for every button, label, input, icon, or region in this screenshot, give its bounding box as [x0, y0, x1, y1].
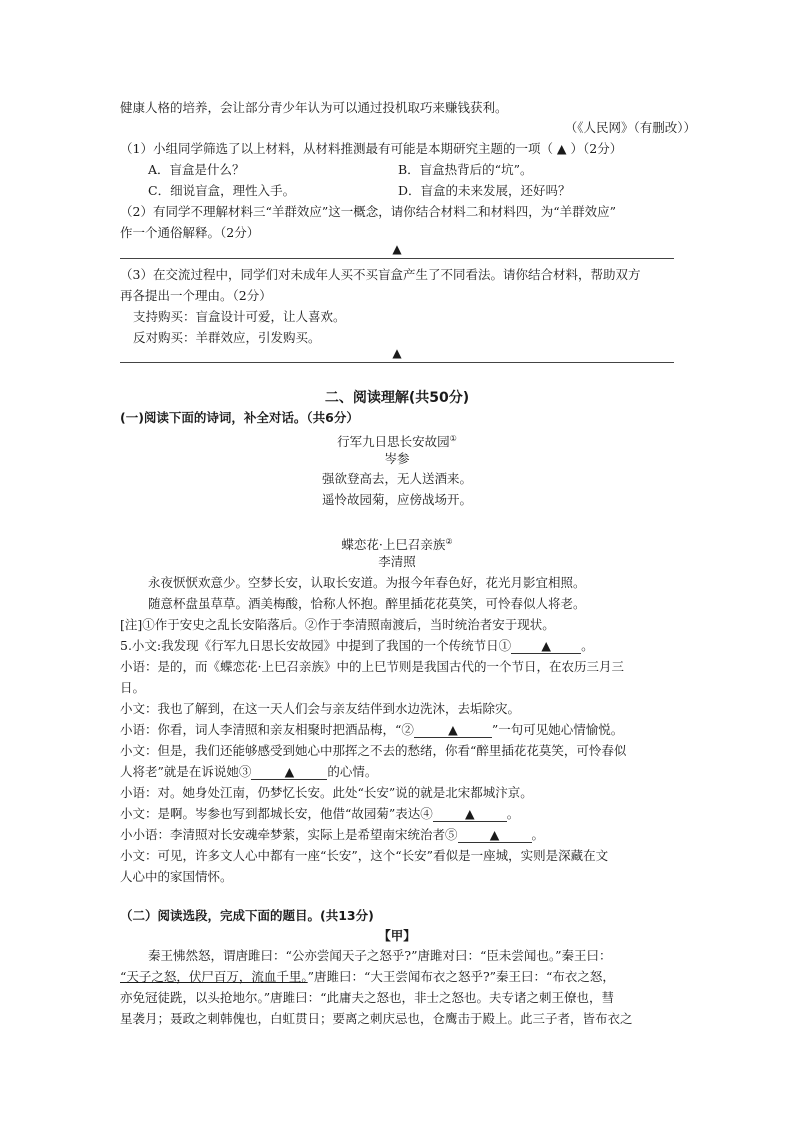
question-1-options-row1 — [0, 161, 794, 179]
dialog-line: 小文：是啊。岑参也写到都城长安，他借“故园菊”表达④ ▲ 。 — [120, 806, 520, 821]
poem-1-line: 遥怜故园菊，应傍战场开。 — [321, 492, 472, 507]
passage-line: “天子之怒，伏尸百万，流血千里。”唐雎曰：“大王尝闻布衣之怒乎?”秦王曰：“布衣之怒， — [120, 969, 615, 984]
answer-blank[interactable]: ▲ — [433, 806, 507, 822]
answer-blank[interactable]: ▲ — [251, 764, 327, 780]
poem-2-line: 随意杯盘虽草草。酒美梅酸，恰称人怀抱。醉里插花花莫笑，可怜春似人将老。 — [148, 596, 586, 611]
poem-1-title: 行军九日思长安故园① — [337, 434, 457, 450]
question-2-stem-cont: 作一个通俗解释。（2分） — [120, 225, 260, 240]
poem-1-author: 岑参 — [384, 451, 410, 466]
support-reason: 支持购买：盲盒设计可爱，让人喜欢。 — [133, 309, 346, 324]
dialog-line: 人心中的家国情怀。 — [120, 869, 233, 884]
option-d: D．盲盒的未来发展，还好吗？ — [398, 183, 571, 198]
dialog-line: 5.小文:我发现《行军九日思长安故园》中提到了我国的一个传统节日① ▲ 。 — [120, 638, 594, 653]
passage-line: 亦免冠徒跣，以头抢地尔。”唐雎曰：“此庸夫之怒也，非士之怒也。夫专诸之刺王僚也，彗 — [120, 990, 615, 1005]
poem-2-line: 永夜恹恹欢意少。空梦长安，认取长安道。为报今年春色好，花光月影宜相照。 — [148, 575, 586, 590]
option-a: A．盲盒是什么？ — [148, 162, 245, 177]
question-1-options-row2 — [0, 182, 794, 200]
option-c: C．细说盲盒，理性入手。 — [148, 183, 296, 198]
answer-blank[interactable]: ▲ — [511, 638, 581, 654]
answer-blank[interactable]: ▲ — [414, 722, 492, 738]
part-1-title: (一)阅读下面的诗词，补全对话。（共6分） — [120, 410, 359, 425]
answer-mark: ▲ — [392, 242, 402, 256]
section-title: 二、阅读理解(共50分) — [324, 390, 470, 406]
dialog-line: 小小语：李清照对长安魂牵梦萦，实际上是希望南宋统治者⑤ ▲ 。 — [120, 827, 545, 842]
text-line: 健康人格的培养，会让部分青少年认为可以通过投机取巧来赚钱获利。 — [120, 100, 508, 115]
answer-line[interactable] — [120, 242, 674, 259]
passage-line: 秦王怫然怒，谓唐雎曰：“公亦尝闻天子之怒乎?”唐雎对曰：“臣未尝闻也。”秦王曰： — [148, 948, 612, 963]
dialog-line: 小文：我也了解到，在这一天人们会与亲友结伴到水边洗沐，去垢除灾。 — [120, 701, 521, 716]
oppose-reason: 反对购买：羊群效应，引发购买。 — [133, 330, 321, 345]
poem-1-line: 强欲登高去，无人送酒来。 — [321, 471, 472, 486]
question-3-stem-cont: 再各提出一个理由。（2分） — [120, 288, 272, 303]
dialog-line: 小文：可见，许多文人心中都有一座“长安”，这个“长安”看似是一座城，实则是深藏在文 — [120, 848, 609, 863]
answer-blank[interactable]: ▲ — [458, 827, 532, 843]
passage-line: 星袭月；聂政之刺韩傀也，白虹贯日；要离之刺庆忌也，仓鹰击于殿上。此三子者，皆布衣之 — [120, 1011, 633, 1026]
question-1-stem: （1）小组同学筛选了以上材料，从材料推测最有可能是本期研究主题的一项（ ▲ ）（2分） — [120, 141, 623, 156]
dialog-line: 人将老”就是在诉说她③ ▲ 的心情。 — [120, 764, 378, 779]
source-citation: （《人民网》（有删改）） — [564, 120, 696, 135]
part-2-title: （二）阅读选段，完成下面的题目。(共13分) — [120, 908, 374, 923]
question-2-stem: （2）有同学不理解材料三“羊群效应”这一概念，请你结合材料二和材料四，为“羊群效应” — [120, 204, 617, 219]
option-b: B．盲盒热背后的“坑”。 — [398, 162, 533, 177]
passage-label: 【甲】 — [378, 928, 416, 943]
answer-line[interactable] — [120, 346, 674, 363]
dialog-line: 小语：你看，词人李清照和亲友相聚时把酒品梅，“② ▲ ”一句可见她心情愉悦。 — [120, 722, 624, 737]
poem-2-author: 李清照 — [378, 554, 416, 569]
footnote: [注]①作于安史之乱长安陷落后。②作于李清照南渡后，当时统治者安于现状。 — [120, 617, 555, 632]
dialog-line: 小文：但是，我们还能够感受到她心中那挥之不去的愁绪，你看“醉里插花花莫笑，可怜春似 — [120, 743, 627, 758]
underlined-sentence: “天子之怒，伏尸百万，流血千里。 — [120, 969, 308, 984]
dialog-line: 日。 — [120, 680, 146, 695]
dialog-line: 小语：对。她身处江南，仍梦忆长安。此处“长安”说的就是北宋都城汴京。 — [120, 785, 533, 800]
answer-mark: ▲ — [392, 346, 402, 360]
poem-2-title: 蝶恋花·上巳召亲族② — [341, 537, 453, 553]
dialog-line: 小语：是的，而《蝶恋花·上巳召亲族》中的上巳节则是我国古代的一个节日，在农历三月三 — [120, 659, 624, 674]
question-3-stem: （3）在交流过程中，同学们对未成年人买不买盲盒产生了不同看法。请你结合材料，帮助双方 — [120, 267, 641, 282]
